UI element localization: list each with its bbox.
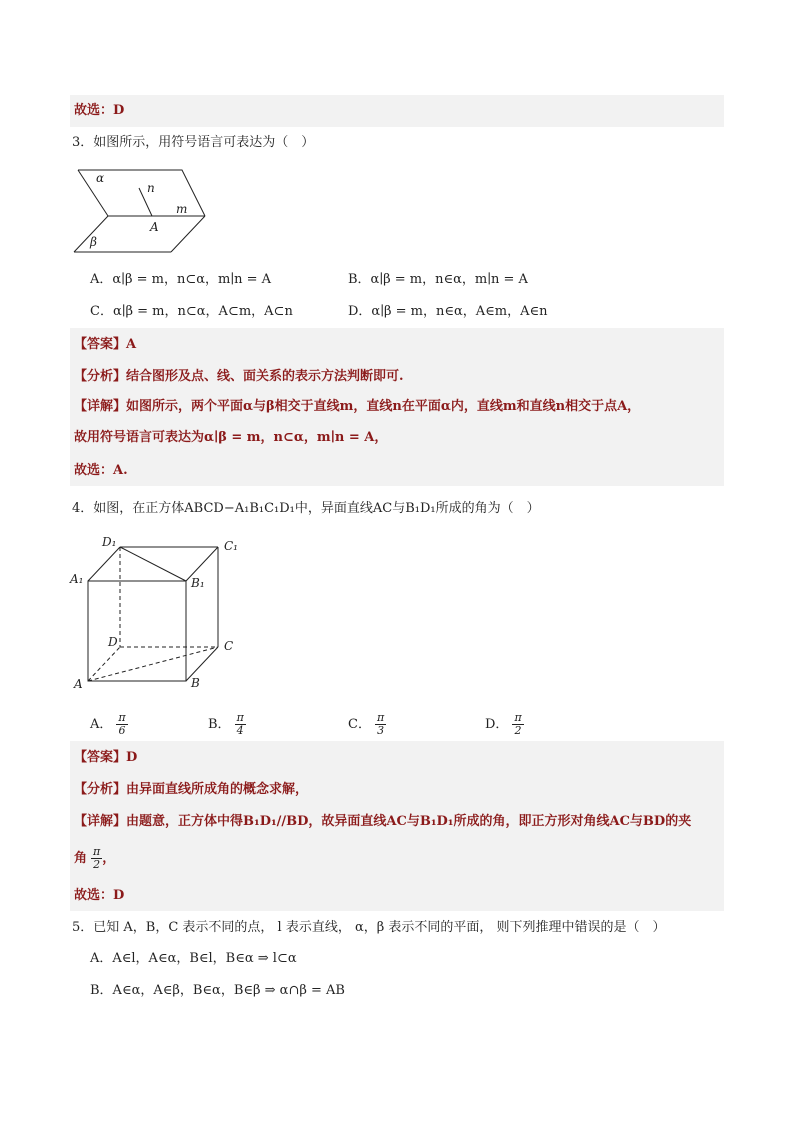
q4-analysis-text: 由异面直线所成角的概念求解， <box>126 782 309 797</box>
q4-answer: 【答案】D <box>74 750 138 765</box>
q4-option-b-fraction: $\frac{\pi}{4}$ <box>236 711 244 737</box>
q3-detail-2: 故用符号语言可表达为α∣β = m，n⊂α，m∣n = A， <box>74 430 388 445</box>
q4-detail-1 <box>74 813 691 831</box>
q4-option-a-letter: A． <box>90 717 113 732</box>
q4-option-d <box>485 712 524 737</box>
q3-option-c: C．α∣β = m，n⊂α，A⊂m，A⊂n <box>90 304 293 319</box>
label-D1: D₁ <box>102 535 117 549</box>
q5-option-b: B．A∈α，A∈β，B∈α，B∈β ⇒ α∩β = AB <box>90 983 345 998</box>
prev-conclusion: 故选：D <box>74 103 125 118</box>
q3-conclusion: 故选：A. <box>74 463 128 478</box>
q3-analysis-tag: 【分析】 <box>74 369 127 384</box>
q3-analysis-text: 结合图形及点、线、面关系的表示方法判断即可. <box>126 369 404 384</box>
q4-conclusion: 故选：D <box>74 888 125 903</box>
q4-option-c <box>348 712 386 737</box>
label-n: n <box>147 181 155 195</box>
q3-option-b: B．α∣β = m，n∈α，m∣n = A <box>348 272 528 287</box>
q3-option-d: D．α∣β = m，n∈α，A∈m，A∈n <box>348 304 548 319</box>
q4-detail-text-2-suffix: ， <box>102 851 116 866</box>
q4-option-a <box>90 712 128 737</box>
label-B1: B₁ <box>191 576 205 590</box>
q4-option-b <box>208 712 246 737</box>
q3-planes-figure <box>70 164 210 256</box>
q3-detail-1 <box>74 398 640 416</box>
q4-option-c-fraction: $\frac{\pi}{3}$ <box>376 711 385 737</box>
q4-detail-tag: 【详解】 <box>74 814 127 829</box>
q4-option-c-letter: C． <box>348 717 371 732</box>
q4-detail-text-2-prefix: 角 <box>74 851 88 866</box>
label-A: A <box>74 677 83 691</box>
label-B: B <box>191 676 200 690</box>
q4-cube-figure <box>68 535 248 695</box>
q4-detail-2 <box>74 846 115 871</box>
q3-analysis <box>74 368 404 386</box>
q5-stem: 5．已知 A，B，C 表示不同的点， l 表示直线， α，β 表示不同的平面， 则下列推理中错误的是（ ） <box>72 920 666 935</box>
q4-detail-text-1: 由题意，正方体中得B₁D₁//BD，故异面直线AC与B₁D₁所成的角，即正方形对角线AC与BD的夹 <box>126 814 692 829</box>
q4-analysis-tag: 【分析】 <box>74 782 127 797</box>
q4-detail-fraction: $\frac{\pi}{2}$ <box>93 845 101 871</box>
q5-option-a: A．A∈l，A∈α，B∈l，B∈α ⇒ l⊂α <box>90 951 297 966</box>
label-A1: A₁ <box>70 572 84 586</box>
label-beta: β <box>90 235 97 249</box>
q4-stem: 4．如图，在正方体ABCD−A₁B₁C₁D₁中，异面直线AC与B₁D₁所成的角为（ ） <box>72 501 540 516</box>
label-m: m <box>176 202 188 216</box>
label-D: D <box>108 635 118 649</box>
label-A: A <box>150 220 159 234</box>
q3-stem: 3．如图所示，用符号语言可表达为（ ） <box>72 135 315 150</box>
q3-option-a: A．α∣β = m，n⊂α，m∣n = A <box>90 272 272 287</box>
q4-option-a-fraction: $\frac{\pi}{6}$ <box>118 711 126 737</box>
q3-detail-text-1: 如图所示，两个平面α与β相交于直线m，直线n在平面α内，直线m和直线n相交于点A， <box>126 399 641 414</box>
label-C1: C₁ <box>224 539 238 553</box>
q4-option-b-letter: B． <box>208 717 231 732</box>
q4-analysis <box>74 781 308 799</box>
q4-option-d-fraction: $\frac{\pi}{2}$ <box>514 711 522 737</box>
prev-answer-box <box>70 95 724 127</box>
q3-detail-tag: 【详解】 <box>74 399 127 414</box>
q4-option-d-letter: D． <box>485 717 509 732</box>
q3-answer: 【答案】A <box>74 337 137 352</box>
label-alpha: α <box>96 171 105 185</box>
label-C: C <box>224 639 234 653</box>
